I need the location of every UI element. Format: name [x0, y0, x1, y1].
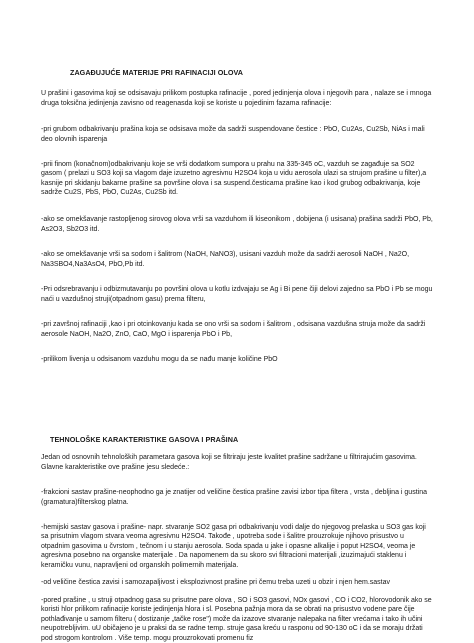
paragraph-coarse-decoppering: -pri grubom odbakrivanju prašina koja se odsisava može da sadrži suspendovane čestice : PbO, Cu2As, Cu2Sb, NiAs i mali deo olovnih isparenja: [41, 126, 425, 143]
paragraph-softening-soda: -ako se omekšavanje vrši sa sodom i šalitrom (NaOH, NaNO3), usisani vazduh može da sadrži aerosoli NaOH , Na2O, Na3SBO4,Na3AsO4, PbO,Pb itd.: [41, 251, 410, 268]
paragraph-characteristics-intro: Jedan od osnovnih tehnoloških parametara gasova koji se filtriraju jeste kvalitet prašine sadržane u filtrirajućim gasovima. Glavne karakteristike ove prašine jesu sledeće.:: [41, 454, 417, 471]
section-heading-pollutants: ZAGAĐUJUĆE MATERIJE PRI RAFINACIJI OLOVA: [70, 68, 244, 77]
paragraph-fractional-composition: -frakcioni sastav prašine-neophodno ga je znatijer od veličine čestica prašine zavisi izbor tipa filtera , vrsta , debljina i gustina (gramatura)filterskog platna.: [41, 489, 427, 506]
paragraph-intro: U prašini i gasovima koji se odsisavaju prilikom postupka rafinacije , pored jedinjenja olova i njegovih para , nalaze se i mnoga druga toksična jedinjenja zavisno od reagenasda koji se koriste u pojedinim fazama rafinacije:: [41, 90, 432, 107]
paragraph-particle-size: -od veličine čestica zavisi i samozapaljivost i eksplozivnost prašine pri čemu treba uzeti u obzir i njen hem.sastav: [41, 579, 390, 586]
paragraph-gas-stream: -pored prašine , u struji otpadnog gasa su prisutne pare olova , SO i SO3 gasovi, NOx gasovi , CO i CO2, hlorovodonik ako se koristi hlor prilikom rafinacije koriste jedinjenja hlora i sl. Posebna pažnja mora da se obrati na prisustvo vodene pare čije pothlađivanje u samom filteru ( dostizanje „tačke rose") može da izazove stvaranje nalepaka na filter vrećama i tako ih učini neupotrebljivim. uU običajeno je u praksi da se radne temp. struje gasa kreću u rasponu od 90-130 oC i da se moraju držati pod strogom kontrolom . Više temp. mogu prouzrokovati promenu fiz: [41, 597, 432, 642]
paragraph-desilvering: -Pri odsrebravanju i odbizmutavanju po površini olova u kotlu izdvajaju se Ag i Bi pene čiji delovi zajedno sa PbO i Pb se mogu naći u vazdušnoj struji(otpadnom gasu) prema filteru,: [41, 286, 433, 303]
paragraph-final-refining: -pri završnoj rafinaciji ,kao i pri otcinkovanju kada se ono vrši sa sodom i šalitrom , odsisana vazdušna struja može da sadrži aerosole NaOH, Na2O, ZnO, CaO, MgO i isparenja PbO i Pb,: [41, 321, 426, 338]
paragraph-chemical-composition: -hemijski sastav gasova i prašine- napr. stvaranje SO2 gasa pri odbakrivanju vodi dalje do njegovog prelaska u SO3 gas koji sa prisutnim vlagom stvara veoma agresivnu H2SO4. Takođe , upotreba sode i šalitre prouzrokuje njihovo prisustvo u otpadnim gasovima u čvrstom , tečnom i u stanju aerosola. Soda spada u jake i opasne alkalije i poput H2SO4, veoma je agresivna posebno na organske materijale . Da napomenem da su skoro svi filtracioni materijali ,izuzimajući staklenu i keramičku vunu, napravljeni od organskih polimernih materijala.: [41, 524, 426, 569]
paragraph-fine-decoppering: -prii finom (konačnom)odbakrivanju koje se vrši dodatkom sumpora u prahu na 335-345 oC, vazduh se zagađuje sa SO2 gasom ( prelazi u SO3 koji sa vlagom daje izuzetno agresivnu H2SO4 koja u vidu aerosola ulazi sa strujom prašine u filter),a kasnije pri skidanju bakarne prašine sa površine olova i sa suspend.česticama prašine kao i kod grubog odbakrivanja, koje sadrže Cu2S, PbS, PbO, Cu2As, Cu2Sb itd.: [41, 161, 427, 197]
section-heading-characteristics: TEHNOLOŠKE KARAKTERISTIKE GASOVA I PRAŠINA: [50, 435, 239, 444]
paragraph-softening-air: -ako se omekšavanje rastopljenog sirovog olova vrši sa vazduhom ili kiseonikom , dobijena (i usisana) prašina sadrži PbO, Pb, As2O3, Sb2O3 itd.: [41, 216, 433, 233]
paragraph-casting: -prilikom livenja u odsisanom vazduhu mogu da se nađu manje količine PbO: [41, 356, 278, 363]
